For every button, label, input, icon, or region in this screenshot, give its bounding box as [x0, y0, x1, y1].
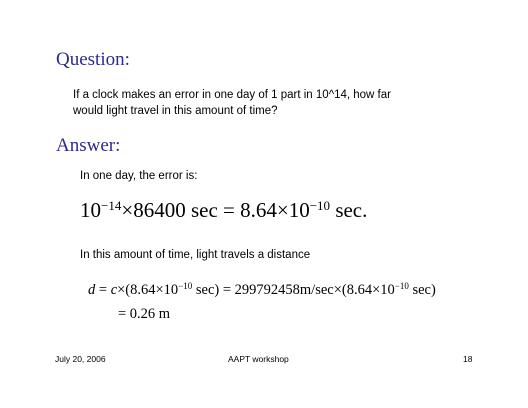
eq2-var-c: c	[110, 282, 118, 298]
eq2-equals: =	[95, 282, 111, 298]
footer-title: AAPT workshop	[228, 354, 289, 364]
eq1-base: 10	[80, 198, 101, 222]
eq1-middle: ×86400 sec = 8.64×10	[121, 198, 310, 222]
eq2-var-d: d	[88, 282, 96, 298]
answer-line-2: In this amount of time, light travels a distance	[80, 249, 311, 261]
answer-heading: Answer:	[56, 135, 121, 156]
answer-intro: In one day, the error is:	[80, 170, 198, 182]
question-line-2: would light travel in this amount of time?	[73, 105, 278, 117]
distance-equation	[88, 283, 436, 298]
eq1-exponent-1: −14	[101, 197, 122, 213]
eq1-exponent-2: −10	[309, 197, 331, 213]
eq2-part-3: sec)	[408, 282, 436, 298]
footer-date: July 20, 2006	[55, 354, 106, 364]
eq2-exponent-2: −10	[394, 281, 409, 292]
question-line-1: If a clock makes an error in one day of 1 part in 10^14, how far	[73, 89, 391, 101]
eq2-part-2: sec) = 299792458m/sec×(8.64×10	[192, 282, 395, 298]
eq2-part-1: ×(8.64×10	[117, 282, 179, 298]
question-text	[73, 87, 391, 119]
footer-page-number: 18	[463, 354, 473, 364]
question-heading: Question:	[56, 49, 130, 70]
eq2-exponent-1: −10	[178, 281, 193, 292]
error-equation	[80, 197, 368, 222]
eq1-end: sec.	[330, 198, 368, 222]
result-equation: = 0.26 m	[118, 306, 171, 322]
